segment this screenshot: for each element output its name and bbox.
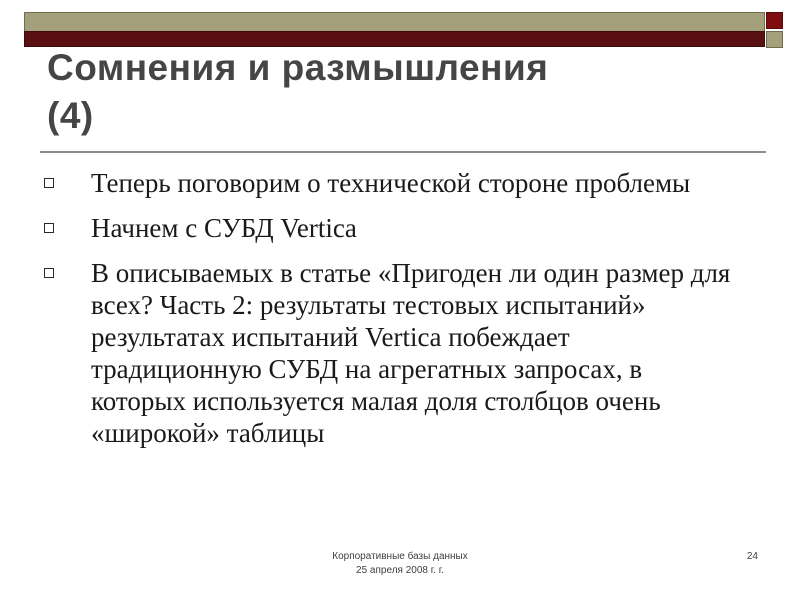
- page-number: 24: [746, 551, 758, 562]
- bullet-item: [40, 212, 740, 244]
- hollow-square-icon: [44, 268, 54, 278]
- slide-title: [47, 44, 707, 140]
- slide-title-line2: (4): [47, 95, 94, 136]
- header-red-square: [766, 12, 783, 29]
- header-olive-square: [766, 31, 783, 48]
- bullet-text: Теперь поговорим о технической стороне проблемы: [91, 168, 691, 198]
- slide-footer: [200, 550, 600, 578]
- footer-date: 25 апреля 2008 г. г.: [356, 565, 444, 576]
- bullet-item: [40, 257, 740, 449]
- header-olive-bar: [24, 12, 765, 32]
- hollow-square-icon: [44, 223, 54, 233]
- bullet-list: [40, 167, 740, 462]
- footer-course-name: Корпоративные базы данных: [332, 551, 468, 562]
- bullet-text: В описываемых в статье «Пригоден ли один размер для всех? Часть 2: результаты тестовых испытаний» результатах испытаний Vertica побеждает традиционную СУБД на агрегатных запросах, в которых используется малая доля столбцов очень «широкой» таблицы: [91, 258, 731, 448]
- hollow-square-icon: [44, 178, 54, 188]
- title-divider: [40, 151, 766, 153]
- bullet-item: [40, 167, 740, 199]
- slide-title-line1: Сомнения и размышления: [47, 47, 549, 88]
- bullet-text: Начнем с СУБД Vertica: [91, 213, 357, 243]
